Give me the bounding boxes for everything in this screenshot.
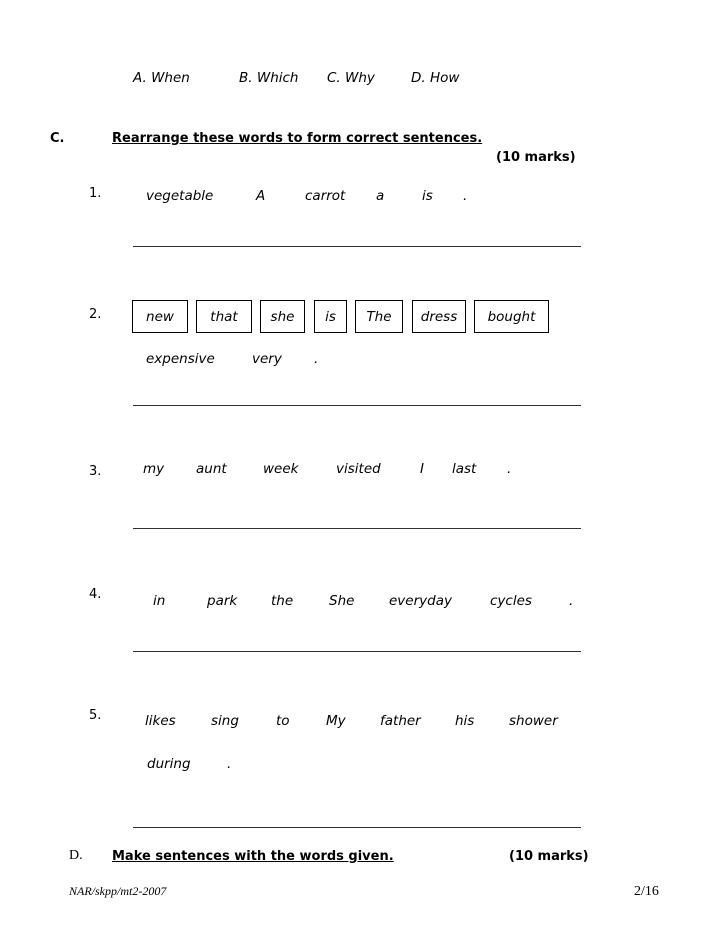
option-a: A. When bbox=[133, 70, 190, 86]
word: . bbox=[463, 188, 468, 204]
option-d: D. How bbox=[411, 70, 460, 86]
word: . bbox=[507, 461, 512, 477]
answer-line-1[interactable] bbox=[133, 246, 581, 247]
word: my bbox=[143, 461, 165, 477]
word: expensive bbox=[146, 351, 215, 367]
word-box: bought bbox=[474, 300, 549, 333]
word: . bbox=[569, 593, 574, 609]
section-c-instruction: Rearrange these words to form correct sentences. bbox=[112, 131, 483, 146]
word: vegetable bbox=[146, 188, 214, 204]
answer-line-4[interactable] bbox=[133, 651, 581, 652]
word: father bbox=[380, 713, 421, 729]
word: . bbox=[314, 351, 319, 367]
word: shower bbox=[509, 713, 558, 729]
question-3-number: 3. bbox=[89, 464, 102, 479]
option-c: C. Why bbox=[327, 70, 375, 86]
word-box: dress bbox=[412, 300, 466, 333]
word: the bbox=[271, 593, 294, 609]
word: . bbox=[227, 756, 232, 772]
word: during bbox=[147, 756, 191, 772]
word-box: that bbox=[196, 300, 252, 333]
word-box: new bbox=[132, 300, 188, 333]
answer-line-2[interactable] bbox=[133, 405, 581, 406]
answer-line-3[interactable] bbox=[133, 528, 581, 529]
word-box: The bbox=[355, 300, 403, 333]
word: a bbox=[376, 188, 385, 204]
word: I bbox=[420, 461, 424, 477]
page-number: 2/16 bbox=[634, 884, 659, 899]
question-4-number: 4. bbox=[89, 587, 102, 602]
word: cycles bbox=[490, 593, 532, 609]
word: very bbox=[252, 351, 282, 367]
question-2-number: 2. bbox=[89, 307, 102, 322]
word: week bbox=[263, 461, 299, 477]
word: park bbox=[207, 593, 238, 609]
word: in bbox=[153, 593, 166, 609]
word: is bbox=[422, 188, 433, 204]
section-d-instruction: Make sentences with the words given. bbox=[112, 849, 394, 864]
word-box: she bbox=[260, 300, 305, 333]
question-5-number: 5. bbox=[89, 708, 102, 723]
section-d-marks: (10 marks) bbox=[509, 849, 589, 864]
word-box: is bbox=[314, 300, 347, 333]
word: last bbox=[452, 461, 477, 477]
answer-line-5[interactable] bbox=[133, 827, 581, 828]
question-1-number: 1. bbox=[89, 186, 102, 201]
word: to bbox=[276, 713, 290, 729]
word: A bbox=[256, 188, 266, 204]
section-c-marks: (10 marks) bbox=[496, 150, 576, 165]
word: everyday bbox=[389, 593, 452, 609]
word: likes bbox=[145, 713, 176, 729]
word: carrot bbox=[305, 188, 346, 204]
word: sing bbox=[211, 713, 239, 729]
footer-code: NAR/skpp/mt2-2007 bbox=[69, 884, 167, 898]
word: aunt bbox=[196, 461, 227, 477]
section-c-letter: C. bbox=[50, 131, 65, 146]
word: visited bbox=[336, 461, 381, 477]
section-d-letter: D. bbox=[69, 848, 83, 863]
word: his bbox=[455, 713, 475, 729]
word: My bbox=[326, 713, 346, 729]
option-b: B. Which bbox=[239, 70, 299, 86]
word: She bbox=[329, 593, 355, 609]
